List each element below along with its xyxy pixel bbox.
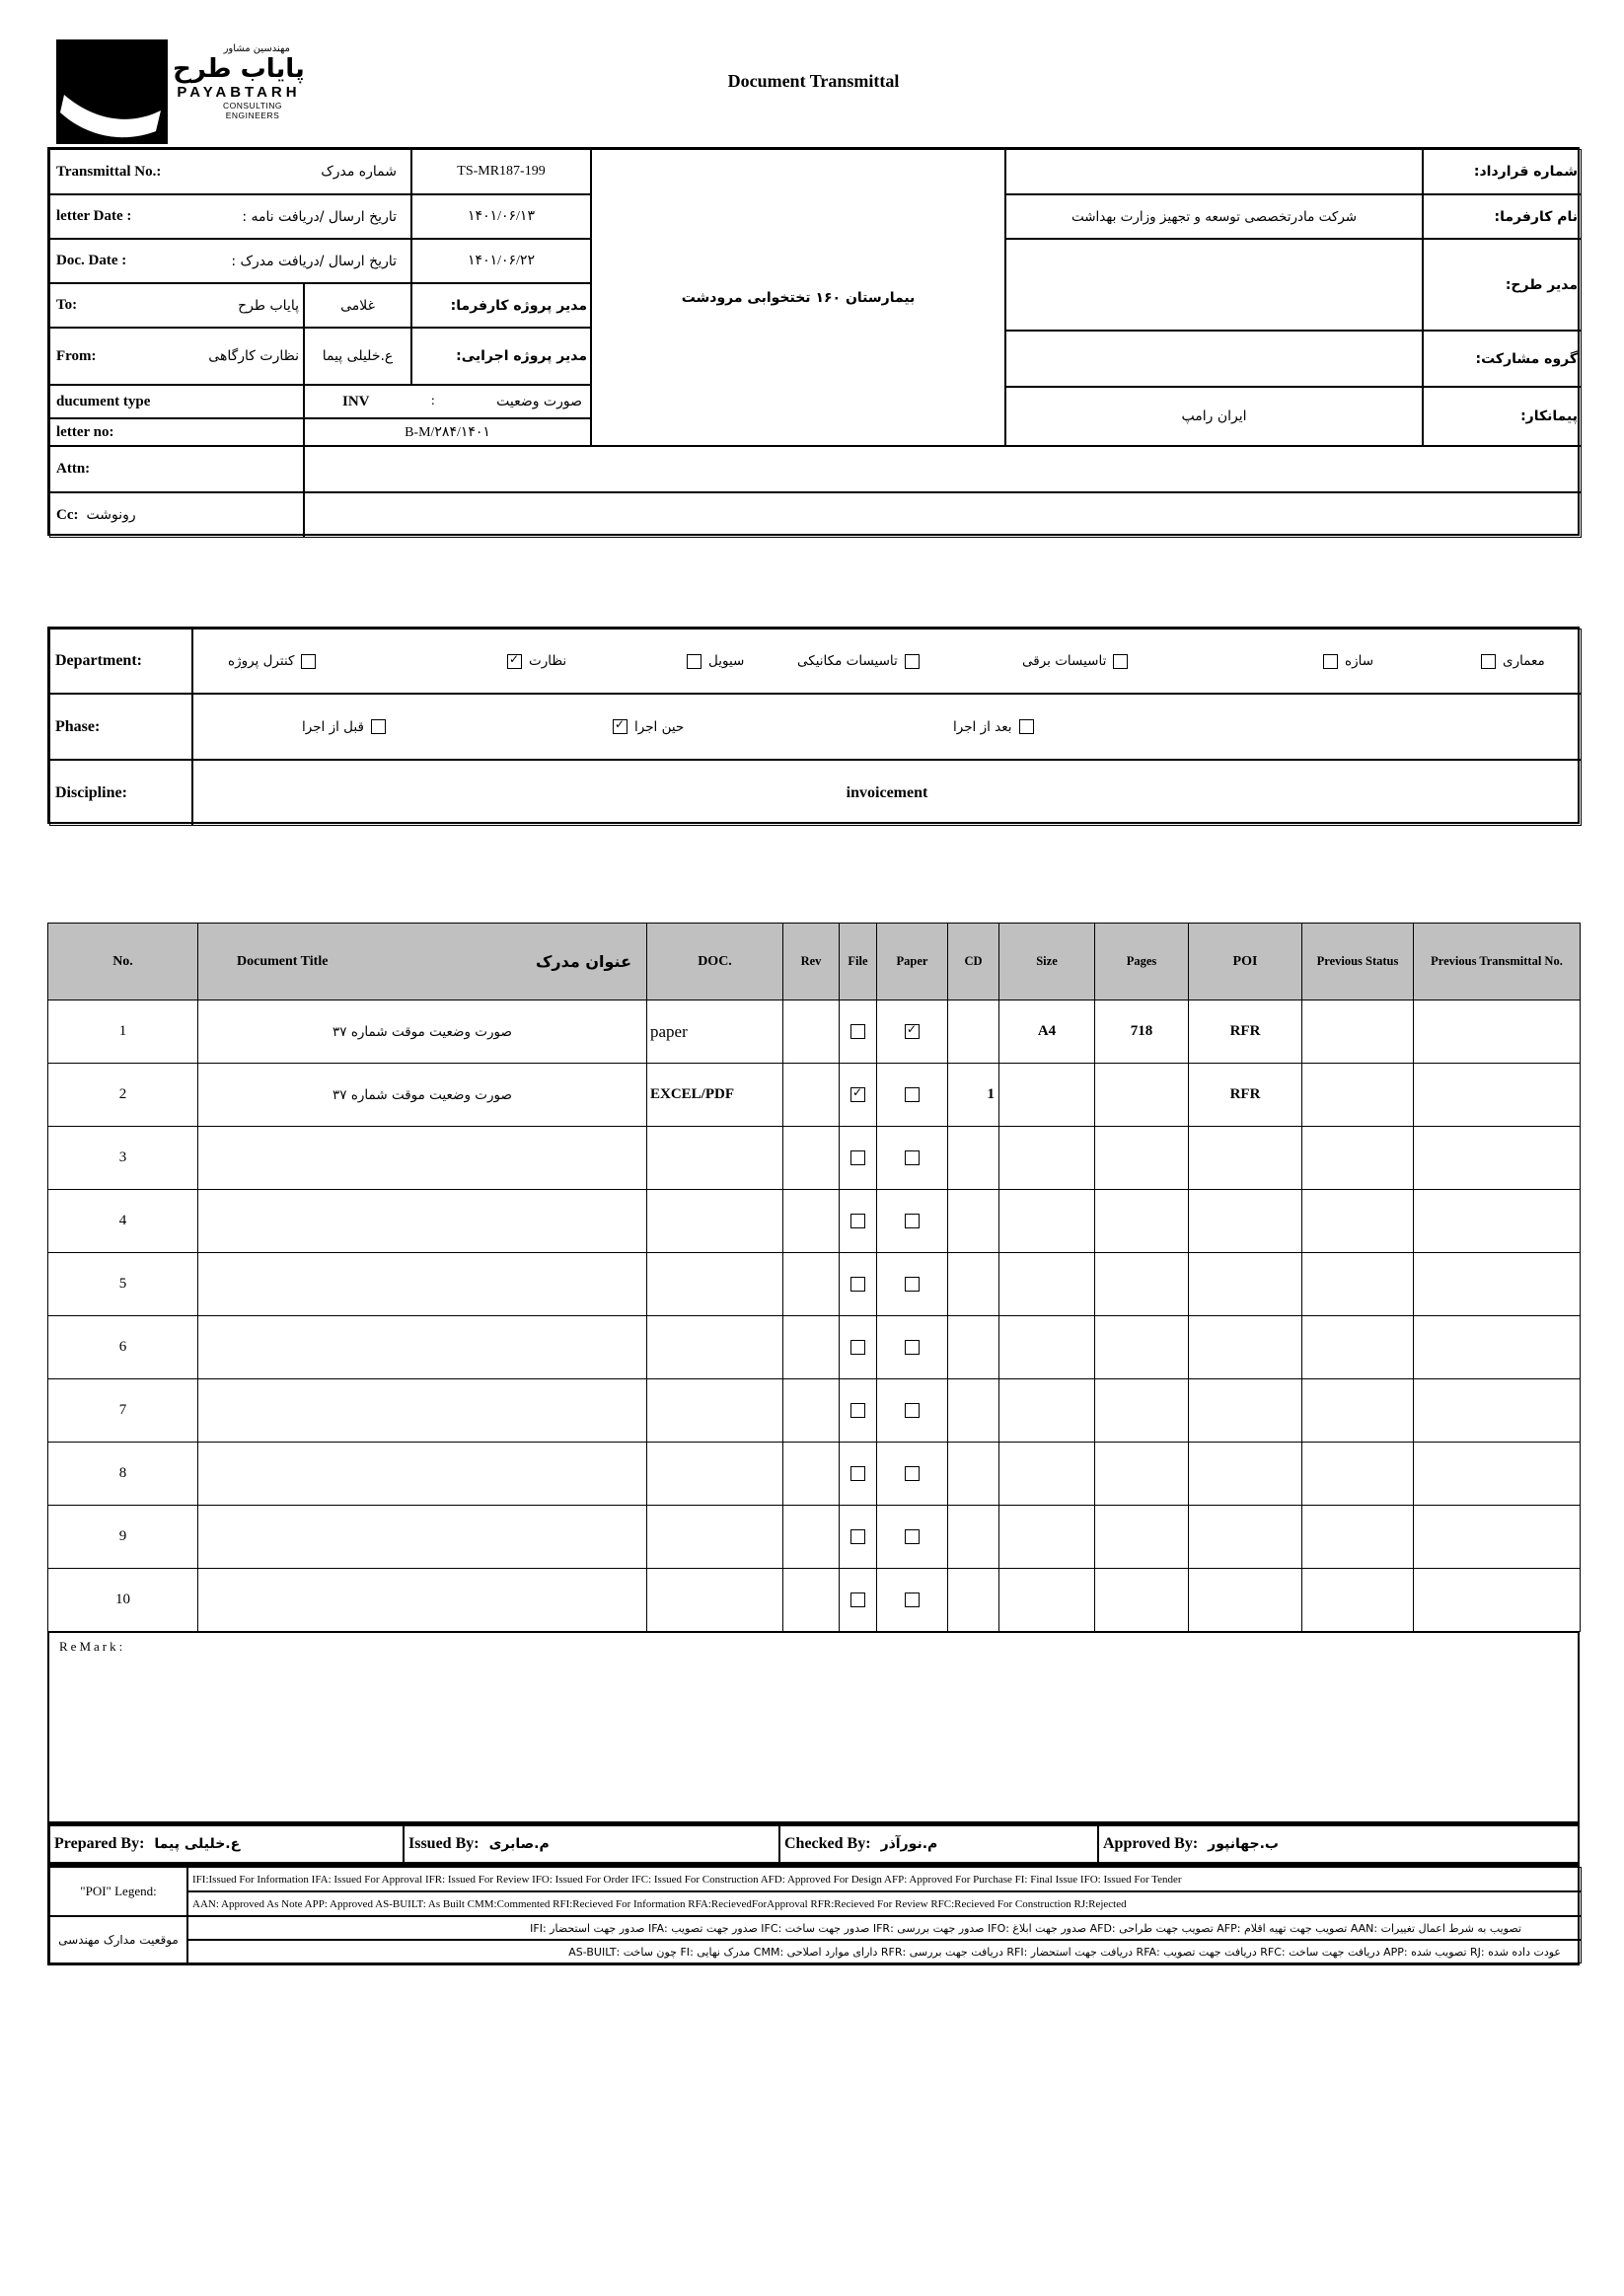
cell-file (840, 1316, 877, 1379)
signature-row (47, 1823, 1580, 1865)
doc-date-value: ۱۴۰۱/۰۶/۲۲ (411, 239, 591, 283)
signature-cell-prepared-by (49, 1825, 404, 1863)
contractor-label: پیمانکار: (1423, 387, 1582, 446)
department-option-label: سیویل (708, 653, 745, 669)
cell-cd (948, 1506, 999, 1569)
col-header-prev-transmittal: Previous Transmittal No. (1414, 924, 1581, 1000)
to-cell (49, 283, 304, 328)
col-header-title-fa: عنوان مدرک (536, 952, 631, 971)
contract-no-label: شماره قرارداد: (1423, 149, 1582, 194)
cell-cd: 1 (948, 1064, 999, 1127)
phase-option (302, 695, 386, 759)
transmittal-no-label-cell (49, 149, 411, 194)
department-option-label: تاسیسات مکانیکی (797, 653, 898, 669)
cell-cd (948, 1190, 999, 1253)
doc-type-fa: صورت وضعیت (496, 394, 582, 409)
cell-size (999, 1443, 1095, 1506)
cell-paper (877, 1443, 948, 1506)
col-header-paper: Paper (877, 924, 948, 1000)
cell-no: 9 (48, 1506, 198, 1569)
doc-status-label-fa: موقعیت مدارک مهندسی (49, 1916, 187, 1963)
legend-en-line1: IFI:Issued For Information IFA: Issued For Approval IFR: Issued For Review IFO: Issued For Order IFC: Issued For Construction AFD: Approved For Design AFP: Approved For Purchase FI: Final Issue IFO: Issued For Tender (187, 1867, 1582, 1891)
legend-fa-line1: تصویب به شرط اعمال تغییرات :AAN تصویب جهت تهیه اقلام :AFP تصویب جهت طراحی :AFD صدور جهت ابلاغ :IFO صدور جهت بررسی :IFR صدور جهت ساخت :IFC صدور جهت تصویب :IFA صدور جهت استحضار :IFI (187, 1916, 1582, 1940)
cell-rev (783, 1506, 840, 1569)
cell-prev-status (1302, 1506, 1414, 1569)
unchecked-checkbox-file[interactable] (850, 1150, 865, 1165)
unchecked-checkbox-file[interactable] (850, 1340, 865, 1355)
col-header-rev: Rev (783, 924, 840, 1000)
table-row (48, 1569, 1581, 1632)
cell-no: 4 (48, 1190, 198, 1253)
jv-label: گروه مشارکت: (1423, 331, 1582, 387)
doc-date-label-fa: تاریخ ارسال /دریافت مدرک : (231, 253, 397, 269)
col-header-poi: POI (1189, 924, 1302, 1000)
table-row (48, 1253, 1581, 1316)
cell-rev (783, 1190, 840, 1253)
cc-label-fa: رونوشت (86, 507, 136, 523)
cell-size (999, 1569, 1095, 1632)
cell-prev-transmittal (1414, 1443, 1581, 1506)
signature-label: Checked By: (784, 1835, 871, 1852)
cc-value-cell (304, 492, 1582, 538)
remark-section (47, 1631, 1580, 1823)
cell-prev-status (1302, 1316, 1414, 1379)
unchecked-checkbox-file[interactable] (850, 1277, 865, 1292)
cell-doc (647, 1253, 783, 1316)
contract-no-value (1005, 149, 1423, 194)
unchecked-checkbox-paper[interactable] (905, 1403, 920, 1418)
unchecked-checkbox-paper[interactable] (905, 1087, 920, 1102)
cell-poi (1189, 1379, 1302, 1443)
contractor-value: ایران رامپ (1005, 387, 1423, 446)
cell-prev-status (1302, 1000, 1414, 1064)
cc-label-cell (49, 492, 304, 538)
cell-doc: paper (647, 1000, 783, 1064)
cell-file (840, 1253, 877, 1316)
letter-no-value: B-M/۲۸۴/۱۴۰۱ (304, 418, 591, 446)
attn-label: Attn: (56, 461, 91, 477)
unchecked-checkbox-paper[interactable] (905, 1466, 920, 1481)
from-cell (49, 328, 304, 385)
unchecked-checkbox-file[interactable] (850, 1466, 865, 1481)
table-row (48, 1000, 1581, 1064)
cell-doc (647, 1506, 783, 1569)
department-option-label: سازه (1345, 653, 1374, 669)
cell-cd (948, 1127, 999, 1190)
phase-option-label: قبل از اجرا (302, 718, 364, 735)
cell-no: 8 (48, 1443, 198, 1506)
cell-cd (948, 1316, 999, 1379)
col-header-pages: Pages (1095, 924, 1189, 1000)
discipline-row-label: Discipline: (49, 760, 192, 826)
cell-cd (948, 1000, 999, 1064)
department-option (687, 630, 744, 693)
unchecked-checkbox-phase-icon[interactable] (1019, 719, 1034, 734)
table-row (48, 1064, 1581, 1127)
col-header-file: File (840, 924, 877, 1000)
to-role-label: مدیر پروژه کارفرما: (411, 283, 591, 328)
cell-size (999, 1127, 1095, 1190)
cell-prev-status (1302, 1443, 1414, 1506)
client-value: شرکت مادرتخصصی توسعه و تجهیز وزارت بهداشت (1005, 194, 1423, 239)
cell-size (999, 1253, 1095, 1316)
unchecked-checkbox-department-icon[interactable] (687, 654, 701, 669)
cell-paper (877, 1379, 948, 1443)
letter-date-label-fa: تاریخ ارسال /دریافت نامه : (242, 208, 397, 225)
cell-doc (647, 1379, 783, 1443)
col-header-size: Size (999, 924, 1095, 1000)
cell-rev (783, 1253, 840, 1316)
col-header-no: No. (48, 924, 198, 1000)
unchecked-checkbox-file[interactable] (850, 1529, 865, 1544)
transmittal-no-label-fa: شماره مدرک (321, 164, 397, 180)
col-header-cd: CD (948, 924, 999, 1000)
cell-prev-transmittal (1414, 1316, 1581, 1379)
from-value-fa: نظارت کارگاهی (208, 348, 299, 364)
cell-prev-transmittal (1414, 1253, 1581, 1316)
cell-file (840, 1190, 877, 1253)
doc-type-code: INV (342, 393, 370, 409)
cell-doc (647, 1190, 783, 1253)
design-manager-label: مدیر طرح: (1423, 239, 1582, 331)
col-header-title (198, 924, 647, 1000)
table-row (48, 1127, 1581, 1190)
cell-title (198, 1253, 647, 1316)
unchecked-checkbox-phase-icon[interactable] (371, 719, 386, 734)
cell-no: 3 (48, 1127, 198, 1190)
phase-row-label: Phase: (49, 694, 192, 760)
cell-poi: RFR (1189, 1064, 1302, 1127)
cell-poi (1189, 1316, 1302, 1379)
letter-date-value: ۱۴۰۱/۰۶/۱۳ (411, 194, 591, 239)
unchecked-checkbox-paper[interactable] (905, 1529, 920, 1544)
cell-title: صورت وضعیت موقت شماره ۳۷ (198, 1000, 647, 1064)
cell-pages (1095, 1569, 1189, 1632)
cell-file (840, 1506, 877, 1569)
document-list-table (47, 923, 1581, 1632)
cell-pages (1095, 1443, 1189, 1506)
unchecked-checkbox-file[interactable] (850, 1403, 865, 1418)
logo-swoosh-icon (56, 39, 168, 144)
cell-title: صورت وضعیت موقت شماره ۳۷ (198, 1064, 647, 1127)
signature-cell-approved-by (1098, 1825, 1579, 1863)
cell-poi (1189, 1569, 1302, 1632)
phase-options (192, 694, 1582, 760)
cell-poi: RFR (1189, 1000, 1302, 1064)
unchecked-checkbox-paper[interactable] (905, 1150, 920, 1165)
cell-prev-transmittal (1414, 1569, 1581, 1632)
cell-pages (1095, 1253, 1189, 1316)
cell-prev-transmittal (1414, 1127, 1581, 1190)
cell-paper (877, 1253, 948, 1316)
cell-prev-status (1302, 1569, 1414, 1632)
cell-prev-transmittal (1414, 1064, 1581, 1127)
cell-prev-status (1302, 1127, 1414, 1190)
cell-rev (783, 1127, 840, 1190)
from-label: From: (56, 347, 97, 364)
cell-prev-transmittal (1414, 1000, 1581, 1064)
cell-file (840, 1127, 877, 1190)
unchecked-checkbox-file[interactable] (850, 1024, 865, 1039)
department-options (192, 629, 1582, 694)
department-option (507, 630, 566, 693)
from-role-label: مدیر پروژه اجرایی: (411, 328, 591, 385)
cell-file (840, 1000, 877, 1064)
unchecked-checkbox-paper[interactable] (905, 1277, 920, 1292)
cell-prev-transmittal (1414, 1379, 1581, 1443)
cell-prev-transmittal (1414, 1190, 1581, 1253)
cell-no: 1 (48, 1000, 198, 1064)
cell-poi (1189, 1190, 1302, 1253)
doc-type-label-cell (49, 385, 304, 418)
cell-doc (647, 1127, 783, 1190)
department-table (47, 627, 1580, 824)
info-table (47, 147, 1580, 536)
cell-doc: EXCEL/PDF (647, 1064, 783, 1127)
cell-size: A4 (999, 1000, 1095, 1064)
discipline-value-cell (192, 760, 1582, 826)
col-header-title-en: Document Title (237, 953, 329, 969)
poi-legend-label: "POI" Legend: (49, 1867, 187, 1916)
company-logo-icon (56, 39, 168, 144)
attn-label-cell (49, 446, 304, 492)
unchecked-checkbox-paper[interactable] (905, 1592, 920, 1607)
phase-option-label: بعد از اجرا (953, 718, 1012, 735)
cell-file (840, 1569, 877, 1632)
cell-paper (877, 1127, 948, 1190)
attn-value-cell (304, 446, 1582, 492)
cell-pages (1095, 1379, 1189, 1443)
cell-cd (948, 1569, 999, 1632)
legend-en-line2: AAN: Approved As Note APP: Approved AS-BUILT: As Built CMM:Commented RFI:Recieved For Information RFA:RecievedForApproval RFR:Recieved For Review RFC:Recieved For Construction RJ:Rejected (187, 1891, 1582, 1916)
cell-no: 6 (48, 1316, 198, 1379)
cell-prev-status (1302, 1064, 1414, 1127)
doc-date-label-en: Doc. Date : (56, 253, 127, 268)
legend-fa-line2: عودت داده شده :RJ تصویب شده :APP دریافت جهت ساخت :RFC دریافت جهت تصویب :RFA دریافت جهت استحضار :RFI دریافت جهت بررسی :RFR دارای موارد اصلاحی :CMM مدرک نهایی :FI چون ساخت :AS-BUILT (187, 1940, 1582, 1963)
cell-title (198, 1379, 647, 1443)
cell-no: 10 (48, 1569, 198, 1632)
signature-cell-checked-by (779, 1825, 1098, 1863)
department-option (1022, 630, 1128, 693)
unchecked-checkbox-paper[interactable] (905, 1340, 920, 1355)
cell-paper (877, 1064, 948, 1127)
col-header-prev-status: Previous Status (1302, 924, 1414, 1000)
discipline-value: invoicement (846, 783, 928, 801)
doc-type-value-cell (304, 385, 591, 418)
cell-title (198, 1316, 647, 1379)
cell-paper (877, 1569, 948, 1632)
phase-option (953, 695, 1034, 759)
cc-label: Cc: (56, 506, 79, 523)
department-option (1481, 630, 1545, 693)
cell-title (198, 1190, 647, 1253)
cell-pages (1095, 1316, 1189, 1379)
remark-label: ReMark: (59, 1639, 126, 1654)
cell-poi (1189, 1253, 1302, 1316)
checked-checkbox-file[interactable] (850, 1087, 865, 1102)
unchecked-checkbox-department-icon[interactable] (301, 654, 316, 669)
signature-cell-issued-by (404, 1825, 779, 1863)
signature-name: ب.جهانپور (1208, 1836, 1279, 1852)
cell-cd (948, 1379, 999, 1443)
cell-no: 2 (48, 1064, 198, 1127)
cell-file (840, 1379, 877, 1443)
cell-title (198, 1443, 647, 1506)
cell-prev-transmittal (1414, 1506, 1581, 1569)
to-label: To: (56, 297, 78, 313)
letter-date-label-cell (49, 194, 411, 239)
department-option (1323, 630, 1373, 693)
checked-checkbox-department-icon[interactable] (507, 654, 522, 669)
unchecked-checkbox-department-icon[interactable] (1323, 654, 1338, 669)
letter-no-label: letter no: (56, 423, 114, 440)
cell-pages (1095, 1506, 1189, 1569)
letter-date-label-en: letter Date : (56, 208, 132, 224)
table-row (48, 1443, 1581, 1506)
unchecked-checkbox-department-icon[interactable] (1481, 654, 1496, 669)
cell-paper (877, 1190, 948, 1253)
unchecked-checkbox-file[interactable] (850, 1214, 865, 1228)
cell-paper (877, 1316, 948, 1379)
cell-paper (877, 1506, 948, 1569)
page-title: Document Transmittal (727, 71, 900, 91)
table-header-row (48, 924, 1581, 1000)
project-name: بیمارستان ۱۶۰ تختخوابی مرودشت (591, 149, 1005, 446)
cell-file (840, 1064, 877, 1127)
letter-no-label-cell (49, 418, 304, 446)
unchecked-checkbox-file[interactable] (850, 1592, 865, 1607)
cell-doc (647, 1443, 783, 1506)
signature-label: Prepared By: (54, 1835, 145, 1852)
cell-size (999, 1316, 1095, 1379)
logo-fa-name: پایاب طرح (173, 54, 305, 84)
department-row-label: Department: (49, 629, 192, 694)
cell-rev (783, 1064, 840, 1127)
department-option-label: معماری (1503, 653, 1545, 669)
cell-pages (1095, 1064, 1189, 1127)
logo-fa-small: مهندسین مشاور (223, 43, 290, 54)
cell-size (999, 1064, 1095, 1127)
cell-poi (1189, 1506, 1302, 1569)
phase-option (613, 695, 684, 759)
cell-rev (783, 1379, 840, 1443)
cell-pages (1095, 1127, 1189, 1190)
unchecked-checkbox-paper[interactable] (905, 1214, 920, 1228)
client-label: نام کارفرما: (1423, 194, 1582, 239)
to-person: غلامی (304, 283, 411, 328)
checked-checkbox-paper[interactable] (905, 1024, 920, 1039)
department-option (228, 630, 316, 693)
cell-no: 5 (48, 1253, 198, 1316)
cell-pages: 718 (1095, 1000, 1189, 1064)
cell-rev (783, 1316, 840, 1379)
table-row (48, 1316, 1581, 1379)
signature-name: م.صابری (488, 1836, 550, 1852)
cell-pages (1095, 1190, 1189, 1253)
department-option-label: نظارت (529, 653, 567, 669)
cell-rev (783, 1443, 840, 1506)
doc-type-label-en: ducument type (56, 393, 151, 409)
cell-prev-status (1302, 1379, 1414, 1443)
logo-en-sub: CONSULTING ENGINEERS (222, 101, 283, 120)
to-value-fa: پایاب طرح (238, 297, 299, 314)
cell-poi (1189, 1443, 1302, 1506)
poi-legend (47, 1865, 1580, 1965)
signature-label: Issued By: (408, 1835, 480, 1852)
jv-value (1005, 331, 1423, 387)
cell-title (198, 1569, 647, 1632)
table-row (48, 1379, 1581, 1443)
unchecked-checkbox-department-icon[interactable] (1113, 654, 1128, 669)
from-person: ع.خلیلی پیما (304, 328, 411, 385)
design-manager-value (1005, 239, 1423, 331)
signature-label: Approved By: (1103, 1835, 1199, 1852)
cell-rev (783, 1000, 840, 1064)
cell-doc (647, 1569, 783, 1632)
department-option-label: کنترل پروژه (228, 653, 295, 669)
phase-option-label: حین اجرا (634, 718, 685, 735)
col-header-doc: DOC. (647, 924, 783, 1000)
doc-type-separator: : (430, 394, 435, 408)
cell-title (198, 1127, 647, 1190)
cell-cd (948, 1253, 999, 1316)
cell-no: 7 (48, 1379, 198, 1443)
cell-poi (1189, 1127, 1302, 1190)
cell-paper (877, 1000, 948, 1064)
cell-size (999, 1506, 1095, 1569)
signature-name: م.نورآذر (880, 1836, 938, 1852)
department-option-label: تاسیسات برقی (1022, 653, 1107, 669)
unchecked-checkbox-department-icon[interactable] (905, 654, 920, 669)
table-row (48, 1506, 1581, 1569)
cell-size (999, 1190, 1095, 1253)
transmittal-no-label-en: Transmittal No.: (56, 163, 162, 180)
checked-checkbox-phase-icon[interactable] (613, 719, 627, 734)
transmittal-no-value: TS-MR187-199 (411, 149, 591, 194)
cell-title (198, 1506, 647, 1569)
logo-en-name: PAYABTARH (177, 84, 301, 101)
cell-prev-status (1302, 1253, 1414, 1316)
doc-date-label-cell (49, 239, 411, 283)
department-option (797, 630, 920, 693)
cell-prev-status (1302, 1190, 1414, 1253)
table-row (48, 1190, 1581, 1253)
cell-file (840, 1443, 877, 1506)
cell-cd (948, 1443, 999, 1506)
signature-name: ع.خلیلی پیما (154, 1836, 241, 1852)
cell-doc (647, 1316, 783, 1379)
cell-size (999, 1379, 1095, 1443)
cell-rev (783, 1569, 840, 1632)
